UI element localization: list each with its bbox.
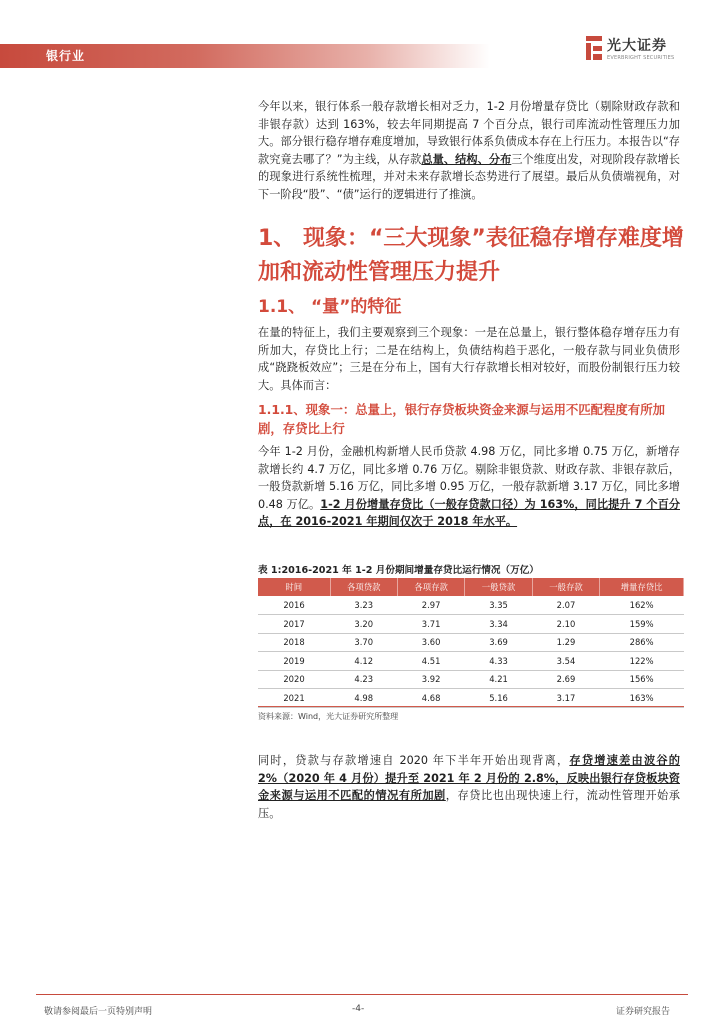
table-cell: 4.12: [330, 652, 397, 671]
table-cell: 2021: [258, 689, 330, 708]
table-cell: 2.10: [532, 615, 599, 634]
table-cell: 5.16: [465, 689, 532, 708]
data-table: [258, 578, 684, 708]
table-cell: 2019: [258, 652, 330, 671]
header-band: [0, 44, 490, 68]
table-cell: 3.34: [465, 615, 532, 634]
col-header: 时间: [258, 578, 330, 596]
table-row: [258, 596, 684, 615]
table-cell: 159%: [600, 615, 684, 634]
table-cell: 2.69: [532, 670, 599, 689]
logo-mark-icon: [586, 36, 602, 60]
table-row: [258, 670, 684, 689]
section-label: 银行业: [46, 49, 86, 63]
table-cell: 2018: [258, 633, 330, 652]
table-row: [258, 689, 684, 708]
volume-paragraph: 在量的特征上，我们主要观察到三个现象：一是在总量上，银行整体稳存增存压力有所加大，存贷比上行；二是在结构上，负债结构趋于恶化，一般存款与同业负债形成“跷跷板效应”；三是在分布上，国有大行存款增长相对较好，而股份制银行压力较大。具体而言：: [258, 326, 680, 392]
table-cell: 162%: [600, 596, 684, 615]
table-cell: 2017: [258, 615, 330, 634]
table-cell: 4.98: [330, 689, 397, 708]
table-cell: 163%: [600, 689, 684, 708]
subsubsection-heading: 1.1.1、现象一：总量上，银行存贷板块资金来源与运用不匹配程度有所加剧，存贷比上行: [258, 402, 665, 436]
table-cell: 4.23: [330, 670, 397, 689]
col-header: 增量存贷比: [600, 578, 684, 596]
table-cell: 2.07: [532, 596, 599, 615]
table-cell: 1.29: [532, 633, 599, 652]
table-row: [258, 652, 684, 671]
table-cell: 4.33: [465, 652, 532, 671]
table-cell: 3.60: [397, 633, 464, 652]
col-header: 一般存款: [532, 578, 599, 596]
col-header: 各项贷款: [330, 578, 397, 596]
table-row: [258, 615, 684, 634]
subsection-heading: 1.1、 “量”的特征: [258, 297, 402, 317]
table-cell: 3.69: [465, 633, 532, 652]
final-highlight: 存贷增速差由波谷的 2%（2020 年 4 月份）提升至 2021 年 2 月份的 2.8%，反映出银行存贷板块资金来源与运用不匹配的情况有所加剧: [258, 754, 680, 803]
final-text-lead: 同时，贷款与存款增速自 2020 年下半年开始出现背离，: [258, 754, 570, 767]
table-cell: 3.23: [330, 596, 397, 615]
table-row: [258, 633, 684, 652]
footer-disclaimer: 敬请参阅最后一页特别声明: [44, 1007, 153, 1017]
table-cell: 286%: [600, 633, 684, 652]
table-title: 表 1:2016-2021 年 1-2 月份期间增量存贷比运行情况（万亿）: [258, 565, 539, 576]
col-header: 各项存款: [397, 578, 464, 596]
final-text-tail: ，存贷比也出现快速上行，流动性管理开始承压。: [258, 789, 680, 820]
intro-text-2: 三个维度出发，对现阶段存款增长的现象进行系统性梳理，并对未来存款增长态势进行了展望。最后从负债端视角，对下一阶段“股”、“债”运行的逻辑进行了推演。: [258, 152, 680, 201]
footer-report-type: 证券研究报告: [616, 1007, 671, 1017]
table-cell: 3.92: [397, 670, 464, 689]
final-paragraph: [258, 752, 680, 822]
data-paragraph: [258, 443, 680, 531]
company-logo: [586, 34, 686, 66]
page-header: [0, 0, 724, 80]
table-cell: 156%: [600, 670, 684, 689]
intro-text-1: 今年以来，银行体系一般存款增长相对乏力，1-2 月份增量存贷比（剔除财政存款和非银存款）达到 163%，较去年同期提高 7 个百分点，银行司库流动性管理压力加大。部分银行稳存增存难度增加，导致银行体系负债成本存在上行压力。本报告以“存款究竟去哪了？”为主线，从存款: [258, 100, 680, 166]
table-cell: 3.71: [397, 615, 464, 634]
logo-subtext: EVERBRIGHT SECURITIES: [607, 55, 675, 61]
table-source: 资料来源：Wind，光大证券研究所整理: [258, 712, 399, 721]
intro-paragraph: [258, 98, 680, 204]
section-heading: 1、 现象：“三大现象”表征稳存增存难度增加和流动性管理压力提升: [258, 226, 684, 285]
table-cell: 4.21: [465, 670, 532, 689]
table-bottom-rule: [258, 706, 684, 707]
table-cell: 122%: [600, 652, 684, 671]
table-cell: 4.51: [397, 652, 464, 671]
col-header: 一般贷款: [465, 578, 532, 596]
table-cell: 2016: [258, 596, 330, 615]
table-cell: 3.70: [330, 633, 397, 652]
table-cell: 3.17: [532, 689, 599, 708]
table-cell: 3.20: [330, 615, 397, 634]
table-cell: 3.54: [532, 652, 599, 671]
logo-text: 光大证券: [607, 38, 667, 54]
data-highlight: 1-2 月份增量存贷比（一般存贷款口径）为 163%，同比提升 7 个百分点，在 2016-2021 年期间仅次于 2018 年水平。: [258, 497, 681, 529]
table-cell: 2.97: [397, 596, 464, 615]
table-header-row: [258, 578, 684, 596]
table-cell: 3.35: [465, 596, 532, 615]
data-text: 今年 1-2 月份，金融机构新增人民币贷款 4.98 万亿，同比多增 0.75 万亿，新增存款增长约 4.7 万亿，同比多增 0.76 万亿。剔除非银贷款、财政存款、非银存款后，一般贷款新增 5.16 万亿，同比多增 0.95 万亿，一般存款新增 3.17 万亿，同比多增 0.48 万亿。: [258, 445, 680, 511]
intro-underline: 总量、结构、分布: [421, 152, 512, 166]
table-cell: 4.68: [397, 689, 464, 708]
page-number: -4-: [352, 1004, 365, 1014]
table-cell: 2020: [258, 670, 330, 689]
footer-rule: [36, 994, 688, 995]
